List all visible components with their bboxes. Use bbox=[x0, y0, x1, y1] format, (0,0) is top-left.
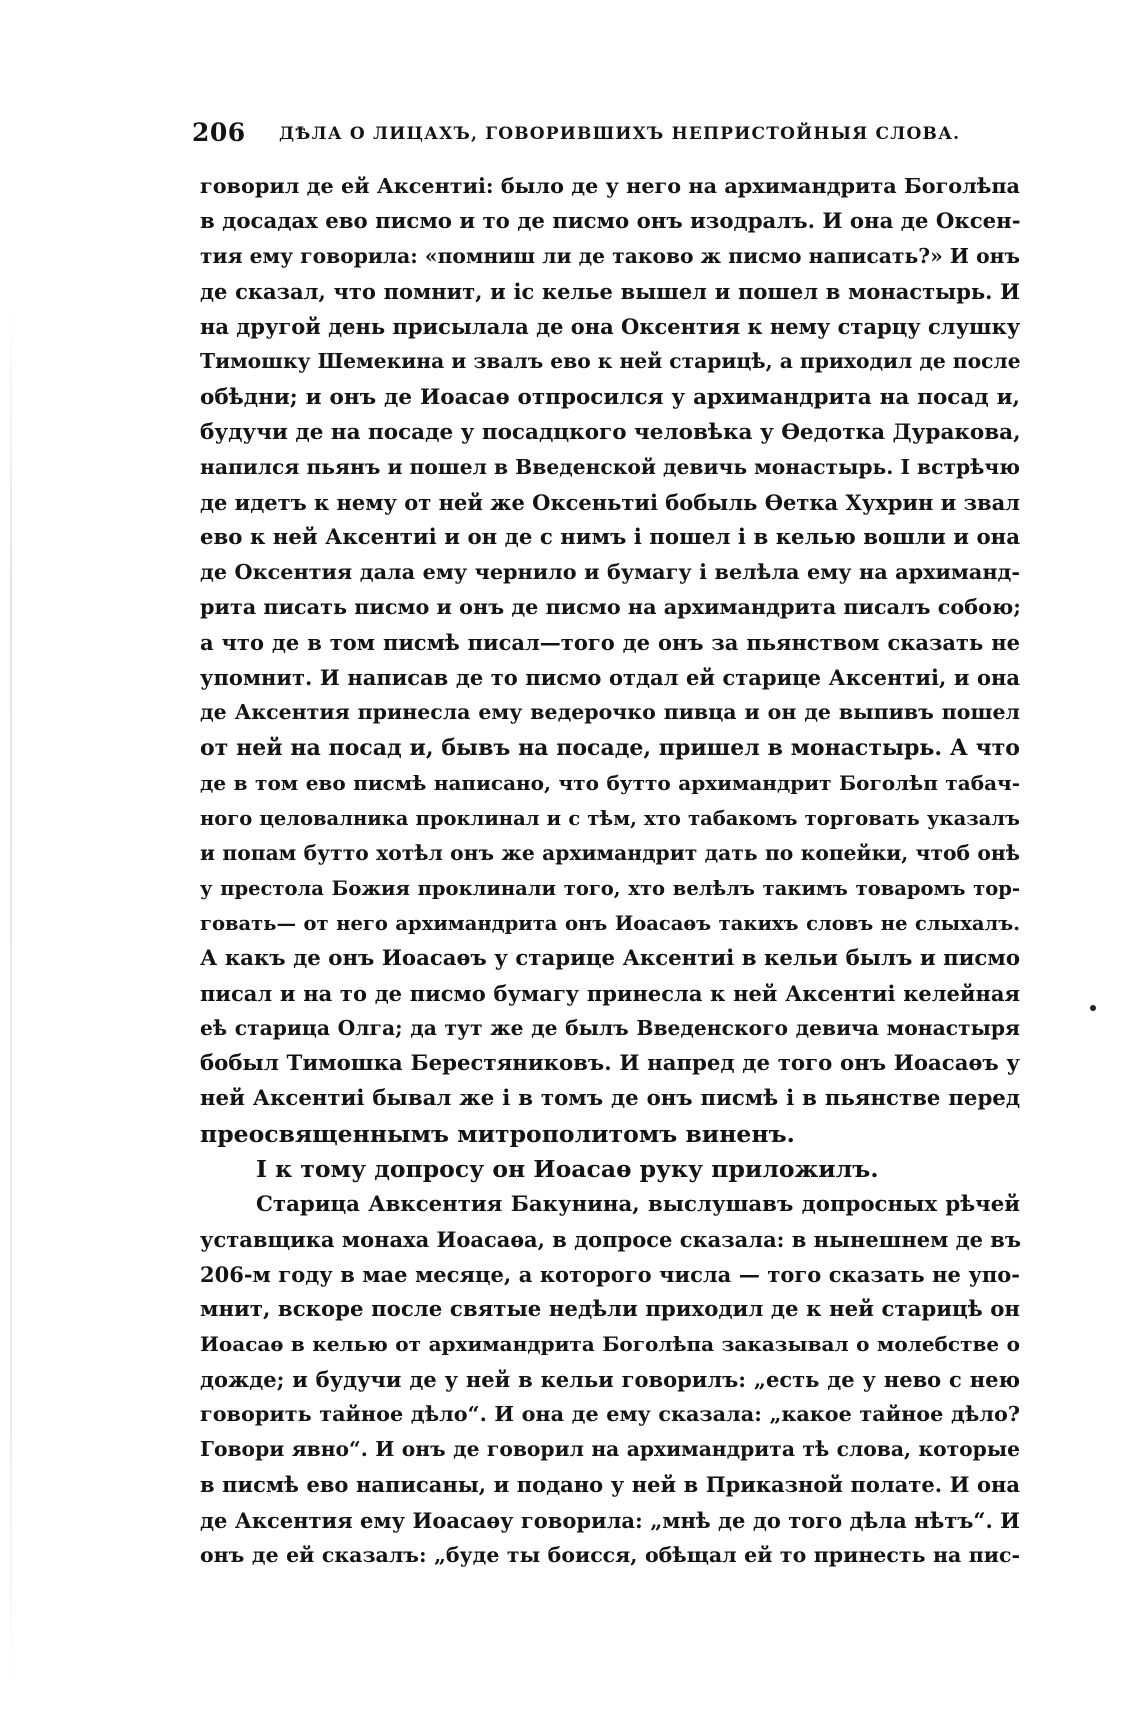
text-line: у престола Божия проклинали того, хто велѣлъ такимъ товаромъ тор- bbox=[200, 876, 1020, 900]
text-line: ево к ней Аксентиі и он де с нимъ і пошел і в келью вошли и она bbox=[200, 524, 1020, 550]
scan-edge-shadow bbox=[10, 300, 12, 1700]
text-line: рита писать писмо и онъ де писмо на архимандрита писалъ собою; bbox=[200, 595, 1021, 620]
text-line: и попам бутто хотѣл онъ же архимандрит дать по копейки, чтоб онѣ bbox=[200, 840, 1020, 865]
page-number: 206 bbox=[192, 118, 246, 147]
text-line: ного целовалника проклинал и с тѣм, хто табакомъ торговать указалъ bbox=[200, 806, 1020, 830]
paragraph-line: І к тому допросу он Иоасаѳ руку приложилъ. bbox=[256, 1154, 879, 1183]
text-line: де Аксентия принесла ему ведерочко пивца и он де выпивъ пошел bbox=[200, 700, 1020, 725]
text-line: дожде; и будучи де у ней в кельи говорилъ: „есть де у нево с нею bbox=[200, 1367, 1020, 1393]
text-line: в писмѣ ево написаны, и подано у ней в Приказной полате. И она bbox=[200, 1472, 1020, 1498]
text-line: де Оксентия дала ему чернило и бумагу і велѣла ему на архиманд- bbox=[200, 560, 1020, 585]
text-line: де идетъ к нему от ней же Оксеньтиі бобыль Ѳетка Хухрин и звал bbox=[200, 489, 1020, 515]
text-line: в досадах ево писмо и то де писмо онъ изодралъ. И она де Оксен- bbox=[200, 209, 1021, 235]
text-line: еѣ старица Олга; да тут же де былъ Введенского девича монастыря bbox=[200, 1016, 1020, 1041]
text-line: писал и на то де писмо бумагу принесла к ней Аксентиі келейная bbox=[200, 981, 1020, 1007]
text-line: ней Аксентиі бывал же і в томъ де онъ писмѣ і в пьянстве перед bbox=[200, 1086, 1020, 1112]
text-line: де сказал, что помнит, и іс келье вышел и пошел в монастырь. И bbox=[200, 279, 1020, 305]
text-line: упомнит. И написав де то писмо отдал ей старице Аксентиі, и она bbox=[200, 665, 1020, 691]
text-line: на другой день присылала де она Оксентия к нему старцу слушку bbox=[200, 314, 1021, 340]
text-line: Говори явно“. И онъ де говорил на архимандрита тѣ слова, которые bbox=[200, 1437, 1020, 1462]
text-line: обѣдни; и онъ де Иоасаѳ отпросился у архимандрита на посад и, bbox=[200, 384, 1020, 410]
text-line: Иоасаѳ в келью от архимандрита Боголѣпа заказывал о молебстве о bbox=[200, 1332, 1020, 1357]
text-line: будучи де на посаде у посадцкого человѣка у Ѳедотка Дуракова, bbox=[200, 419, 1021, 445]
text-line: а что де в том писмѣ писал—того де онъ за пьянством сказать не bbox=[200, 630, 1020, 656]
text-line: мнит, вскоре после святые недѣли приходил де к ней старицѣ он bbox=[200, 1297, 1020, 1322]
running-title: ДѢЛА О ЛИЦАХЪ, ГОВОРИВШИХЪ НЕПРИСТОЙНЫЯ СЛОВА. bbox=[279, 124, 961, 144]
text-line: говорить тайное дѣло“. И она де ему сказала: „какое тайное дѣло? bbox=[200, 1402, 1020, 1427]
text-line: де Аксентия ему Иоасаѳу говорила: „мнѣ де до того дѣла нѣтъ“. И bbox=[200, 1507, 1020, 1533]
body-text bbox=[200, 169, 1020, 1573]
text-line: говорил де ей Аксентиі: было де у него на архимандрита Боголѣпа bbox=[200, 174, 1020, 198]
text-line: 206-м году в мае месяце, а которого числа — того сказать не упо- bbox=[200, 1261, 1020, 1287]
text-line: уставщика монаха Иоасаѳа, в допросе сказала: в нынешнем де въ bbox=[200, 1226, 1022, 1252]
paragraph-start-line: Старица Авксентия Бакунина, выслушавъ допросных рѣчей bbox=[256, 1191, 1020, 1217]
text-line: напился пьянъ и пошел в Введенской девичь монастырь. І встрѣчю bbox=[200, 454, 1020, 479]
paragraph-end-line: преосвященнымъ митрополитомъ виненъ. bbox=[200, 1119, 795, 1148]
text-line: бобыл Тимошка Берестяниковъ. И напред де того онъ Иоасаѳъ у bbox=[200, 1051, 1020, 1077]
text-line: А какъ де онъ Иоасаѳъ у старице Аксентиі в кельи былъ и писмо bbox=[200, 946, 1020, 972]
page-header bbox=[192, 118, 1012, 158]
text-line: Тимошку Шемекина и звалъ ево к ней старицѣ, а приходил де после bbox=[200, 349, 1021, 374]
text-line: де в том ево писмѣ написано, что бутто архимандрит Боголѣп табач- bbox=[200, 770, 1020, 795]
scan-speck bbox=[1090, 1005, 1096, 1011]
text-line: тия ему говорила: «помниш ли де таково ж писмо написать?» И онъ bbox=[200, 244, 1020, 269]
text-line: онъ де ей сказалъ: „буде ты боисся, обѣщал ей то принесть на пис- bbox=[200, 1542, 1020, 1567]
text-line: от ней на посад и, бывъ на посаде, пришел в монастырь. А что bbox=[200, 734, 1020, 761]
text-line: говать— от него архимандрита онъ Иоасаѳъ такихъ словъ не слыхалъ. bbox=[200, 911, 1020, 935]
